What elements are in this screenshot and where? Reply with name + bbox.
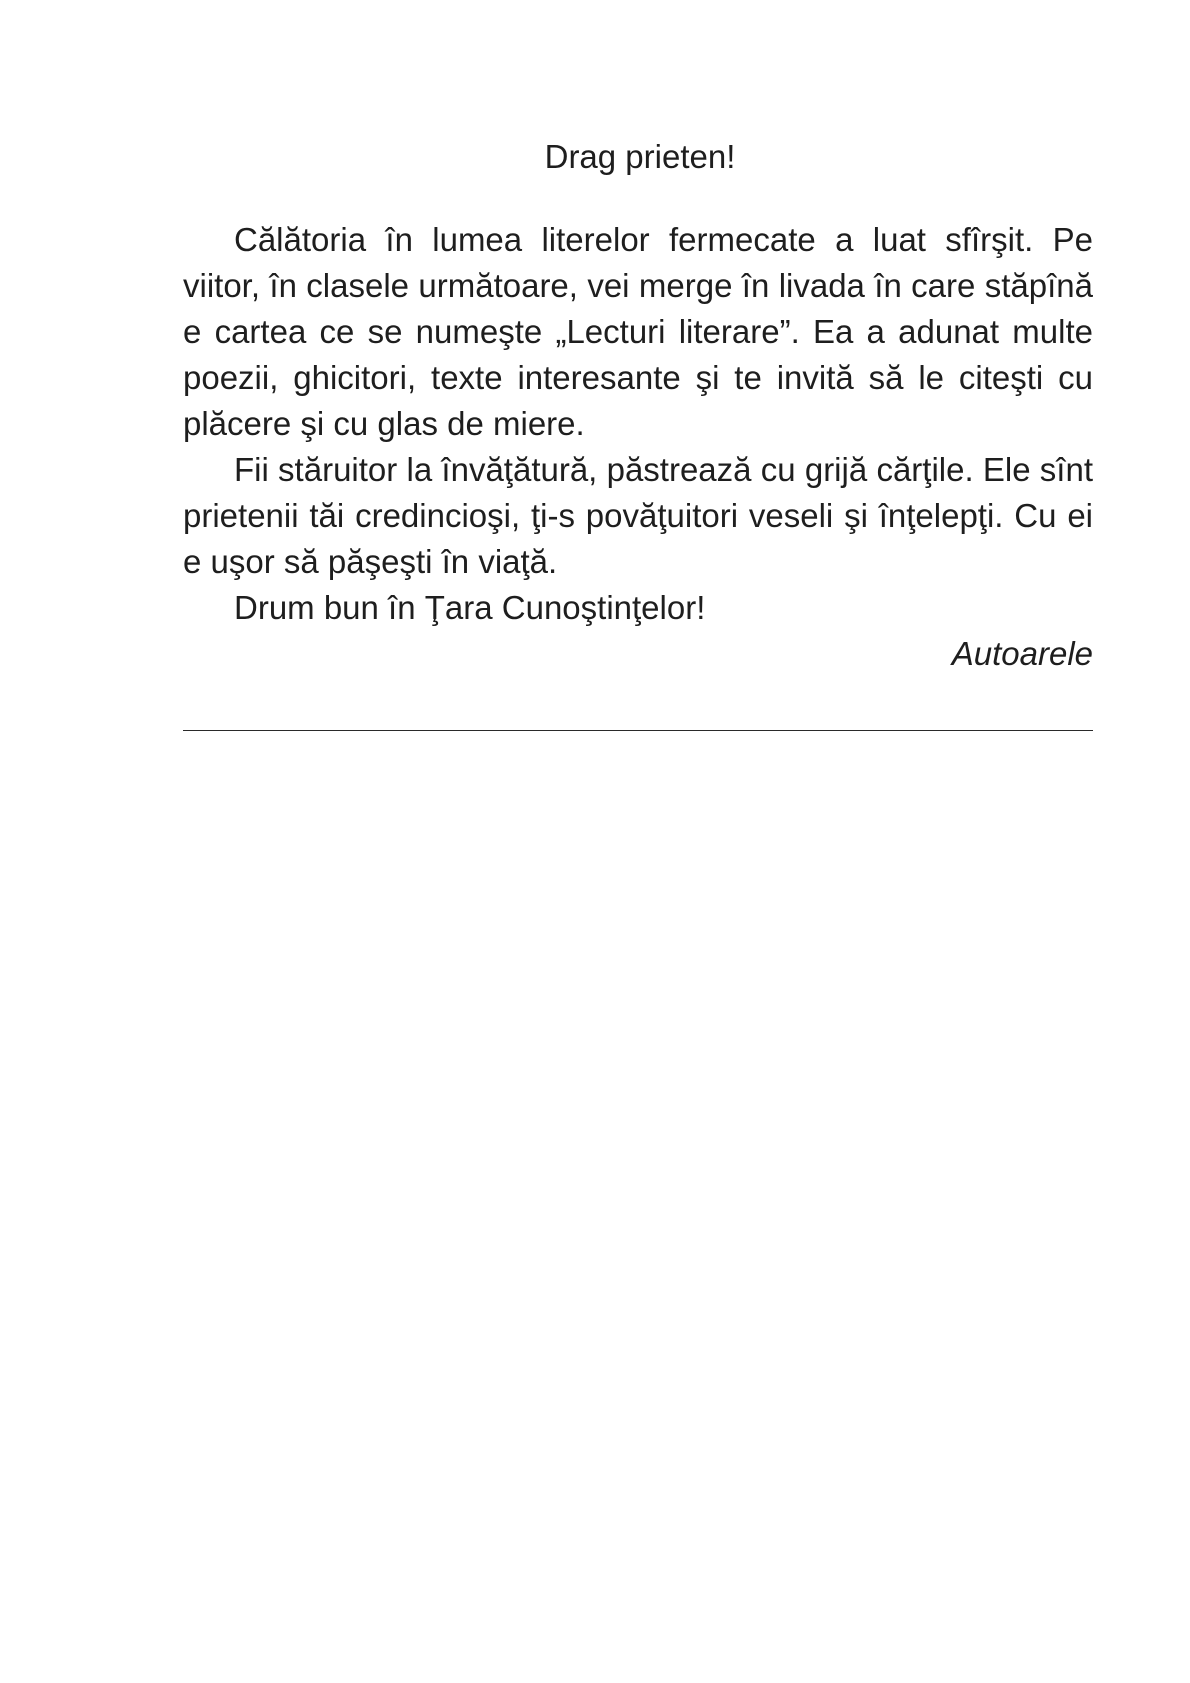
letter-greeting: Drag prieten! [544, 138, 736, 175]
letter-paragraph-3: Drum bun în Ţara Cunoştinţelor! [234, 589, 706, 626]
letter-body [183, 134, 1093, 677]
letter-paragraph-1: Călătoria în lumea literelor fermecate a luat sfîrşit. Pe viitor, în clasele următoare, vei merge în livada în care stăpînă e cartea ce se numeşte „Lecturi literare”. Ea a adunat multe poezii, ghicitori, texte interesante şi te invită să le citeşti cu plăcere şi cu glas de miere. [183, 221, 1093, 442]
horizontal-divider [183, 730, 1093, 731]
letter-signature: Autoarele [951, 635, 1093, 672]
letter-paragraph-2: Fii stăruitor la învăţătură, păstrează cu grijă cărţile. Ele sînt prietenii tăi credincioşi, ţi-s povăţuitori veseli şi înţelepţi. Cu ei e uşor să păşeşti în viaţă. [183, 451, 1093, 580]
